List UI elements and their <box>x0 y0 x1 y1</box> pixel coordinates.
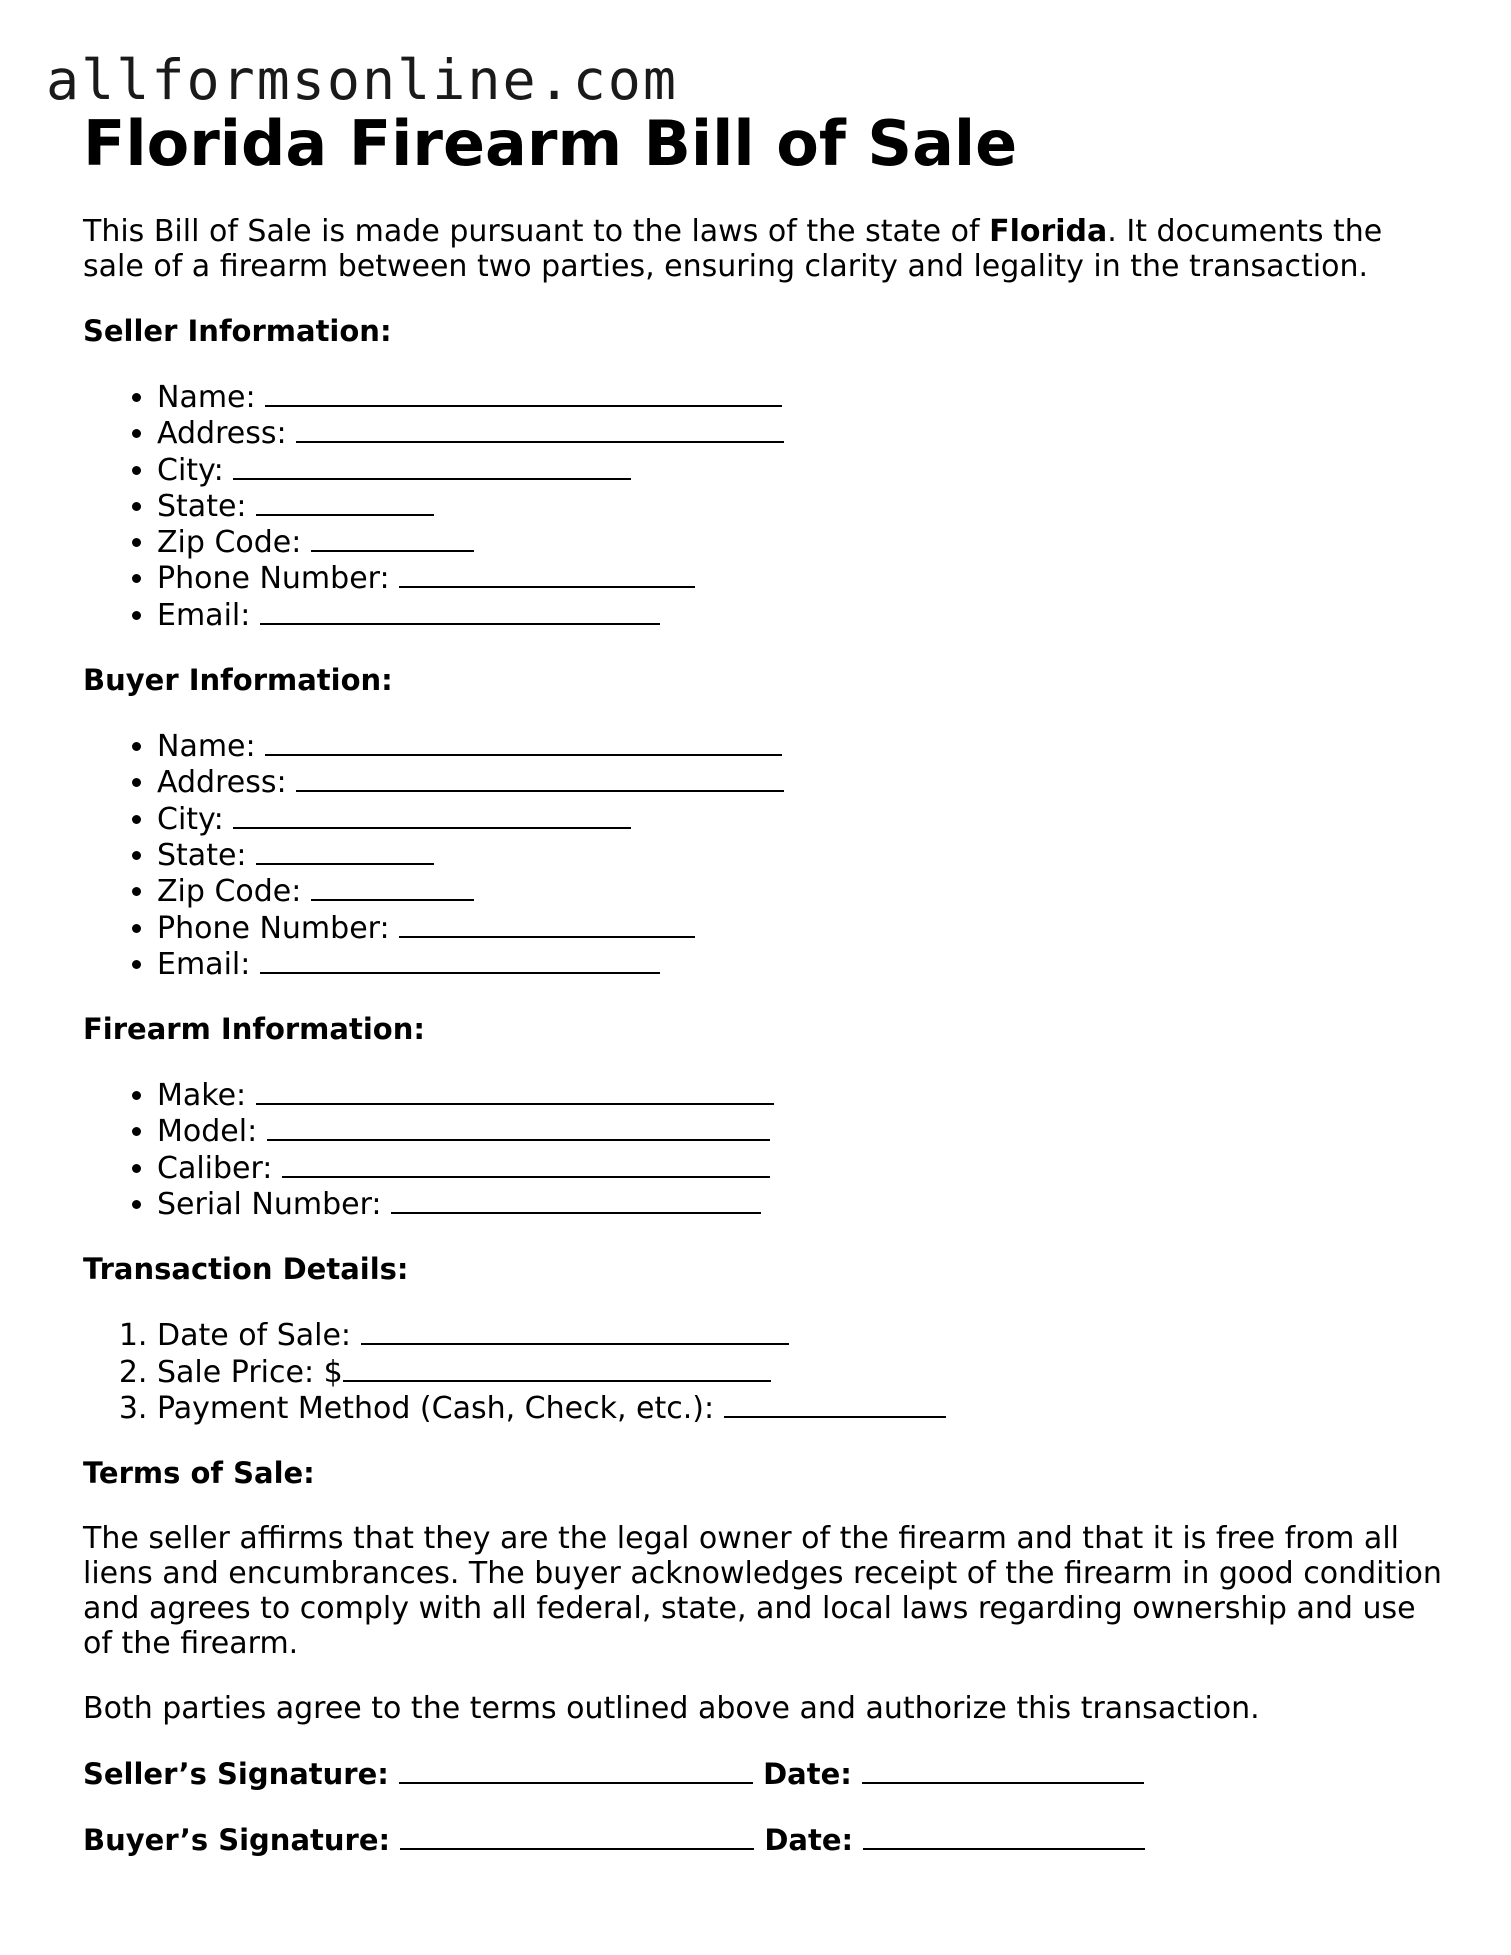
field-label: Caliber: <box>157 1150 273 1186</box>
seller-address-blank[interactable] <box>296 415 784 443</box>
firearm-model-blank[interactable] <box>267 1113 770 1141</box>
seller-signature-row <box>83 1756 1443 1792</box>
buyer-phone-blank[interactable] <box>399 910 695 938</box>
buyer-heading: Buyer Information: <box>83 663 393 698</box>
seller-signature-label: Seller’s Signature: <box>83 1757 389 1792</box>
seller-city-field <box>157 452 1443 488</box>
buyer-fields <box>83 728 1443 982</box>
seller-signature-blank[interactable] <box>399 1756 753 1784</box>
seller-name-field <box>157 379 1443 415</box>
buyer-phone-field <box>157 910 1443 946</box>
payment-method-field <box>157 1390 1443 1426</box>
field-label: Sale Price: $ <box>157 1354 343 1390</box>
seller-city-blank[interactable] <box>233 452 631 480</box>
field-label: Name: <box>157 380 256 415</box>
terms-heading: Terms of Sale: <box>83 1456 315 1491</box>
seller-heading: Seller Information: <box>83 314 392 348</box>
seller-state-blank[interactable] <box>256 488 434 516</box>
seller-email-field <box>157 597 1443 633</box>
buyer-email-field <box>157 946 1443 982</box>
seller-zip-field <box>157 524 1443 560</box>
field-label: Email: <box>157 597 251 633</box>
field-label: City: <box>157 452 224 488</box>
buyer-signature-blank[interactable] <box>400 1822 754 1850</box>
seller-phone-field <box>157 560 1443 596</box>
field-label: State: <box>157 488 247 524</box>
sale-price-blank[interactable] <box>343 1354 771 1382</box>
intro-text-after: . It documents the sale of a firearm between two parties, ensuring clarity and legality in the transaction. <box>83 214 1383 284</box>
seller-email-blank[interactable] <box>260 597 660 625</box>
field-label: City: <box>157 801 224 837</box>
buyer-name-blank[interactable] <box>265 728 782 756</box>
buyer-state-field <box>157 837 1443 873</box>
buyer-zip-blank[interactable] <box>311 873 474 901</box>
buyer-city-blank[interactable] <box>233 801 631 829</box>
sale-date-blank[interactable] <box>361 1317 789 1345</box>
field-label: Address: <box>157 765 287 801</box>
document-page <box>83 106 1443 1858</box>
firearm-make-field <box>157 1077 1443 1113</box>
field-label: Make: <box>157 1078 247 1114</box>
firearm-caliber-blank[interactable] <box>282 1150 770 1178</box>
firearm-fields <box>83 1077 1443 1222</box>
seller-address-field <box>157 415 1443 451</box>
transaction-fields <box>83 1317 1443 1426</box>
intro-text-before: This Bill of Sale is made pursuant to the laws of the state of <box>83 214 990 249</box>
field-label: State: <box>157 837 247 873</box>
seller-state-field <box>157 488 1443 524</box>
firearm-heading: Firearm Information: <box>83 1012 425 1047</box>
transaction-heading: Transaction Details: <box>83 1252 409 1287</box>
field-label: Zip Code: <box>157 525 302 561</box>
sale-price-field <box>157 1354 1443 1390</box>
seller-date-label: Date: <box>763 1757 852 1792</box>
field-label: Date of Sale: <box>157 1318 352 1354</box>
buyer-state-blank[interactable] <box>256 837 434 865</box>
field-label: Model: <box>157 1114 258 1150</box>
buyer-name-field <box>157 728 1443 764</box>
watermark: allformsonline.com <box>46 48 679 112</box>
buyer-address-field <box>157 764 1443 800</box>
seller-date-blank[interactable] <box>862 1756 1144 1784</box>
sale-date-field <box>157 1317 1443 1353</box>
payment-method-blank[interactable] <box>724 1390 946 1418</box>
buyer-email-blank[interactable] <box>260 946 660 974</box>
field-label: Address: <box>157 416 287 452</box>
firearm-serial-blank[interactable] <box>391 1186 761 1214</box>
field-label: Email: <box>157 946 251 982</box>
seller-name-blank[interactable] <box>265 379 782 407</box>
field-label: Name: <box>157 729 256 765</box>
buyer-city-field <box>157 801 1443 837</box>
page-title: Florida Firearm Bill of Sale <box>83 107 1018 180</box>
agreement-paragraph: Both parties agree to the terms outlined above and authorize this transaction. <box>83 1691 1260 1727</box>
buyer-date-label: Date: <box>764 1823 854 1858</box>
buyer-address-blank[interactable] <box>296 764 784 792</box>
field-label: Payment Method (Cash, Check, etc.): <box>157 1390 715 1426</box>
terms-paragraph: The seller affirms that they are the legal owner of the firearm and that it is free from all liens and encumbrances. The buyer acknowledges receipt of the firearm in good condition and agrees to comply with all federal, state, and local laws regarding ownership and use of the firearm. <box>83 1521 1442 1662</box>
buyer-signature-label: Buyer’s Signature: <box>83 1823 391 1858</box>
buyer-zip-field <box>157 873 1443 909</box>
field-label: Phone Number: <box>157 561 390 597</box>
firearm-make-blank[interactable] <box>256 1077 774 1105</box>
field-label: Phone Number: <box>157 910 390 946</box>
firearm-caliber-field <box>157 1150 1443 1186</box>
field-label: Zip Code: <box>157 874 302 910</box>
seller-phone-blank[interactable] <box>399 560 695 588</box>
field-label: Serial Number: <box>157 1187 382 1223</box>
seller-zip-blank[interactable] <box>311 524 474 552</box>
buyer-signature-row <box>83 1822 1443 1858</box>
firearm-model-field <box>157 1113 1443 1149</box>
firearm-serial-field <box>157 1186 1443 1222</box>
seller-fields <box>83 379 1443 633</box>
intro-paragraph <box>83 214 1443 284</box>
buyer-date-blank[interactable] <box>863 1822 1145 1850</box>
intro-state: Florida <box>989 214 1108 249</box>
